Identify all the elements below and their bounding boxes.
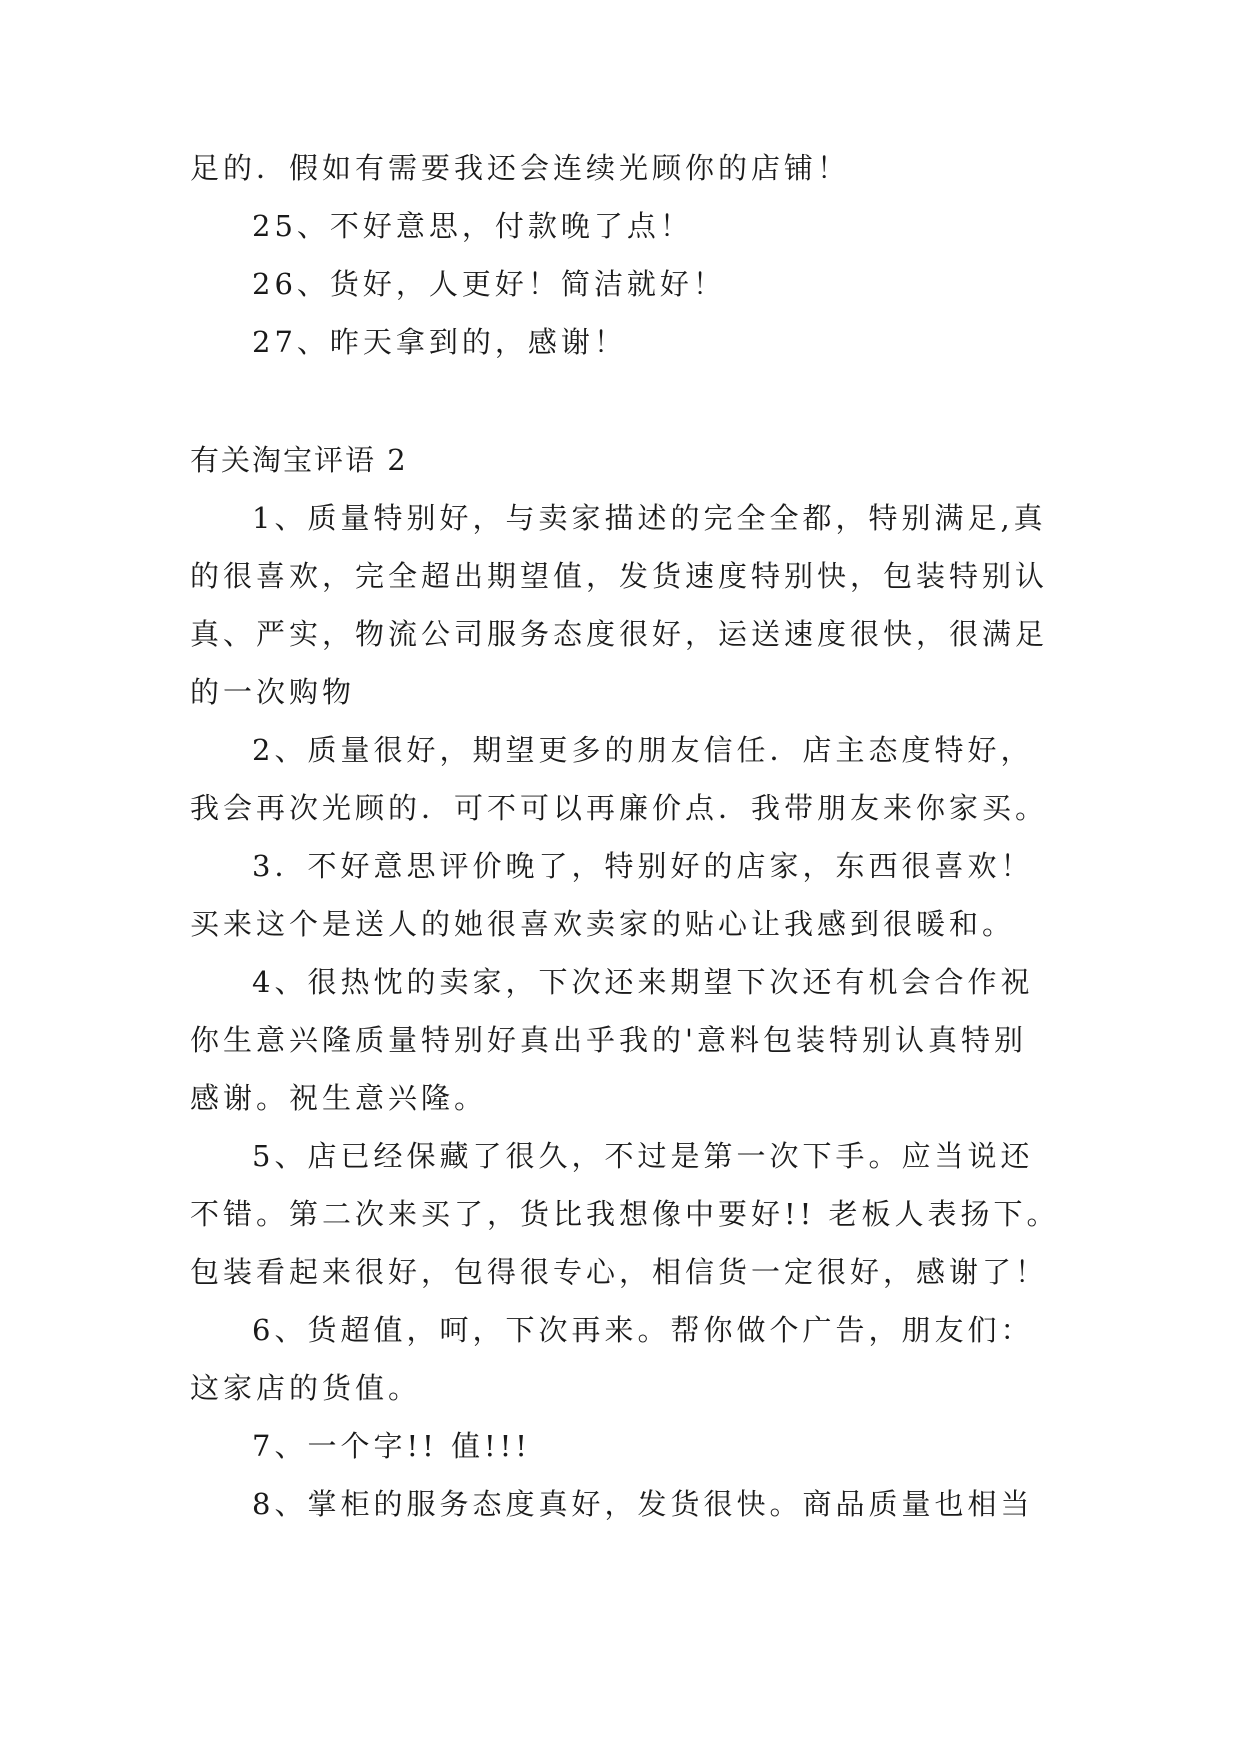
- paragraph-line: 不错。第二次来买了，货比我想像中要好!! 老板人表扬下。: [190, 1197, 1060, 1231]
- paragraph-line: 5、店已经保藏了很久，不过是第一次下手。应当说还: [252, 1139, 1034, 1173]
- paragraph-line: 2、质量很好，期望更多的朋友信任．店主态度特好，: [252, 733, 1034, 767]
- paragraph-line: 这家店的货值。: [190, 1371, 422, 1405]
- paragraph-line: 8、掌柜的服务态度真好，发货很快。商品质量也相当: [252, 1487, 1034, 1521]
- paragraph-line: 7、一个字!! 值!!!: [252, 1429, 531, 1463]
- paragraph-line: 你生意兴隆质量特别好真出乎我的'意料包装特别认真特别: [190, 1023, 1027, 1057]
- list-item: 27、昨天拿到的，感谢！: [252, 325, 627, 359]
- paragraph-line: 的很喜欢，完全超出期望值，发货速度特别快，包装特别认: [190, 559, 1049, 593]
- section-title: 有关淘宝评语 2: [190, 443, 408, 477]
- list-item: 25、不好意思，付款晚了点！: [252, 209, 693, 243]
- paragraph-line: 的一次购物: [190, 675, 356, 709]
- paragraph-line: 4、很热忱的卖家，下次还来期望下次还有机会合作祝: [252, 965, 1034, 999]
- paragraph-line: 包装看起来很好，包得很专心，相信货一定很好，感谢了！: [190, 1255, 1049, 1289]
- paragraph-line: 我会再次光顾的．可不可以再廉价点．我带朋友来你家买。: [190, 791, 1049, 825]
- paragraph-line: 3．不好意思评价晚了，特别好的店家，东西很喜欢！: [252, 849, 1034, 883]
- list-item: 26、货好，人更好！简洁就好！: [252, 267, 726, 301]
- paragraph-line: 6、货超值，呵，下次再来。帮你做个广告，朋友们：: [252, 1313, 1034, 1347]
- paragraph-line: 1、质量特别好，与卖家描述的完全全都，特别满足,真: [252, 501, 1047, 535]
- continuation-line: 足的．假如有需要我还会连续光顾你的店铺！: [190, 151, 851, 185]
- paragraph-line: 感谢。祝生意兴隆。: [190, 1081, 488, 1115]
- paragraph-line: 真、严实，物流公司服务态度很好，运送速度很快，很满足: [190, 617, 1049, 651]
- paragraph-line: 买来这个是送人的她很喜欢卖家的贴心让我感到很暖和。: [190, 907, 1016, 941]
